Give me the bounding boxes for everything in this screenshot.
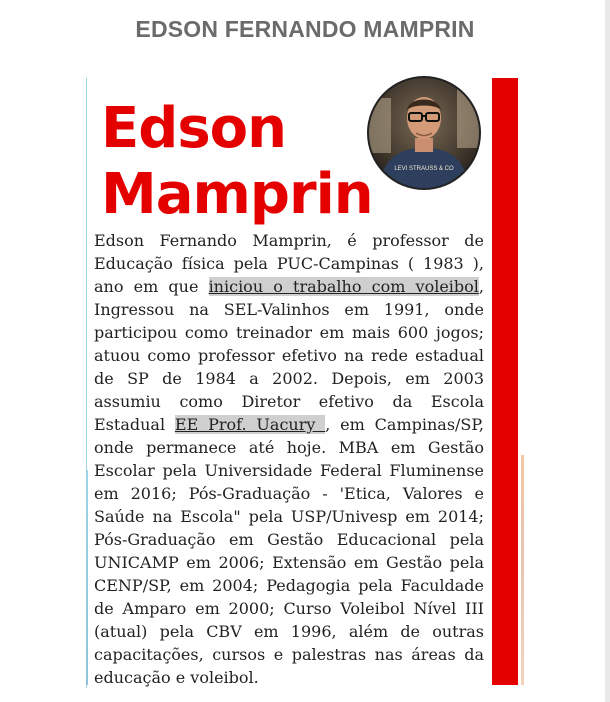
heading-first-name: Edson [101,96,287,161]
avatar [369,78,479,188]
bio-link-volleyball[interactable]: iniciou o trabalho com voleibol [208,277,479,296]
card-left-accent [86,470,88,685]
bio-part-2: , Ingressou na SEL-Valinhos em 1991, onde participou como treinador em mais 600 jogos; atuou como professor efetivo na rede estadual de SP de 1984 a 2002. Depois, em 2003 assumiu como Diretor efetivo da Escola Estadual [94,277,484,434]
heading-last-name: Mamprin [101,162,373,227]
avatar-shirt-print: LEVI STRAUSS & CO [394,166,454,172]
avatar-photo [369,78,479,188]
bio-text [94,229,484,689]
bio-link-school[interactable]: EE Prof. Uacury [174,415,326,434]
bio-part-3: , em Campinas/SP, onde permanece até hoje. MBA em Gestão Escolar pela Universidade Federal Fluminense em 2016; Pós-Graduação - 'Etica, Valores e Saúde na Escola" pela USP/Univesp em 2014; Pós-Graduação em Gestão Educacional pela UNICAMP em 2006; Extensão em Gestão pela CENP/SP, em 2004; Pedagogia pela Faculdade de Amparo em 2000; Curso Voleibol Nível III (atual) pela CBV em 1996, além de outras capacitações, cursos e palestras nas áreas da educação e voleibol. [94,415,484,687]
bio-part-1: Edson Fernando Mamprin, é professor de Educação física pela PUC-Campinas ( 1983 ), ano em que [94,231,484,296]
red-accent-bar [492,78,518,685]
page-edge [605,0,610,702]
page-title: EDSON FERNANDO MAMPRIN [135,16,475,42]
